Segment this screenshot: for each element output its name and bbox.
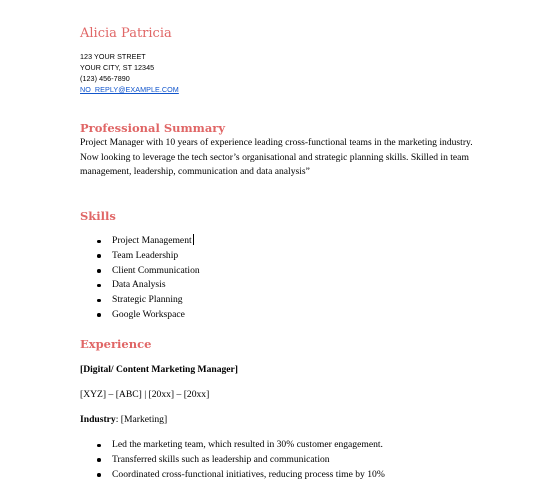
contact-street[interactable]: 123 YOUR STREET (80, 52, 146, 61)
skill-item[interactable] (80, 308, 200, 323)
experience-bullet-text: Led the marketing team, which resulted in 30% customer engagement. (112, 439, 383, 450)
contact-email-link[interactable]: NO_REPLY@EXAMPLE.COM (80, 85, 179, 94)
skills-list (80, 234, 200, 323)
bullet-icon (97, 473, 101, 477)
experience-heading[interactable]: Experience (80, 337, 152, 351)
experience-bullet[interactable] (80, 468, 385, 483)
job-title[interactable]: [Digital/ Content Marketing Manager] (80, 364, 239, 375)
skill-item[interactable] (80, 293, 200, 308)
candidate-name[interactable]: Alicia Patricia (80, 26, 172, 41)
skills-heading[interactable]: Skills (80, 209, 116, 223)
industry-line[interactable] (80, 414, 167, 425)
bullet-icon (97, 444, 101, 448)
text-cursor (193, 234, 194, 245)
bullet-icon (97, 299, 101, 303)
summary-text[interactable]: Project Manager with 10 years of experience leading cross-functional teams in the marketing industry. Now looking to leverage the tech sector’s organisational and strategic planning skills. Skilled in team management, leadership, communication and data analysis” (80, 137, 473, 178)
industry-value: : [Marketing] (115, 414, 168, 425)
skill-item[interactable] (80, 249, 200, 264)
contact-phone[interactable]: (123) 456-7890 (80, 74, 130, 83)
job-details[interactable]: [XYZ] – [ABC] | [20xx] – [20xx] (80, 389, 210, 400)
bullet-icon (97, 254, 101, 258)
skill-label: Project Management (112, 235, 192, 246)
skill-item[interactable] (80, 234, 200, 249)
experience-bullet-text: Transferred skills such as leadership and communication (112, 453, 330, 465)
bullet-icon (97, 284, 101, 288)
bullet-icon (97, 269, 101, 273)
skill-label: Data Analysis (112, 279, 166, 291)
experience-bullets (80, 438, 385, 482)
contact-city[interactable]: YOUR CITY, ST 12345 (80, 63, 155, 72)
skill-label: Google Workspace (112, 308, 185, 320)
skill-item[interactable] (80, 264, 200, 279)
skill-item[interactable] (80, 278, 200, 293)
experience-bullet[interactable] (80, 438, 385, 453)
summary-heading[interactable]: Professional Summary (80, 121, 226, 135)
industry-label: Industry (80, 414, 116, 425)
skill-label: Team Leadership (112, 249, 179, 261)
skill-label: Strategic Planning (112, 294, 183, 306)
bullet-icon (97, 458, 101, 462)
bullet-icon (97, 240, 101, 244)
experience-bullet[interactable] (80, 453, 385, 468)
experience-bullet-text: Coordinated cross-functional initiatives, reducing process time by 10% (112, 468, 385, 480)
bullet-icon (97, 313, 101, 317)
skill-label: Client Communication (112, 264, 200, 276)
